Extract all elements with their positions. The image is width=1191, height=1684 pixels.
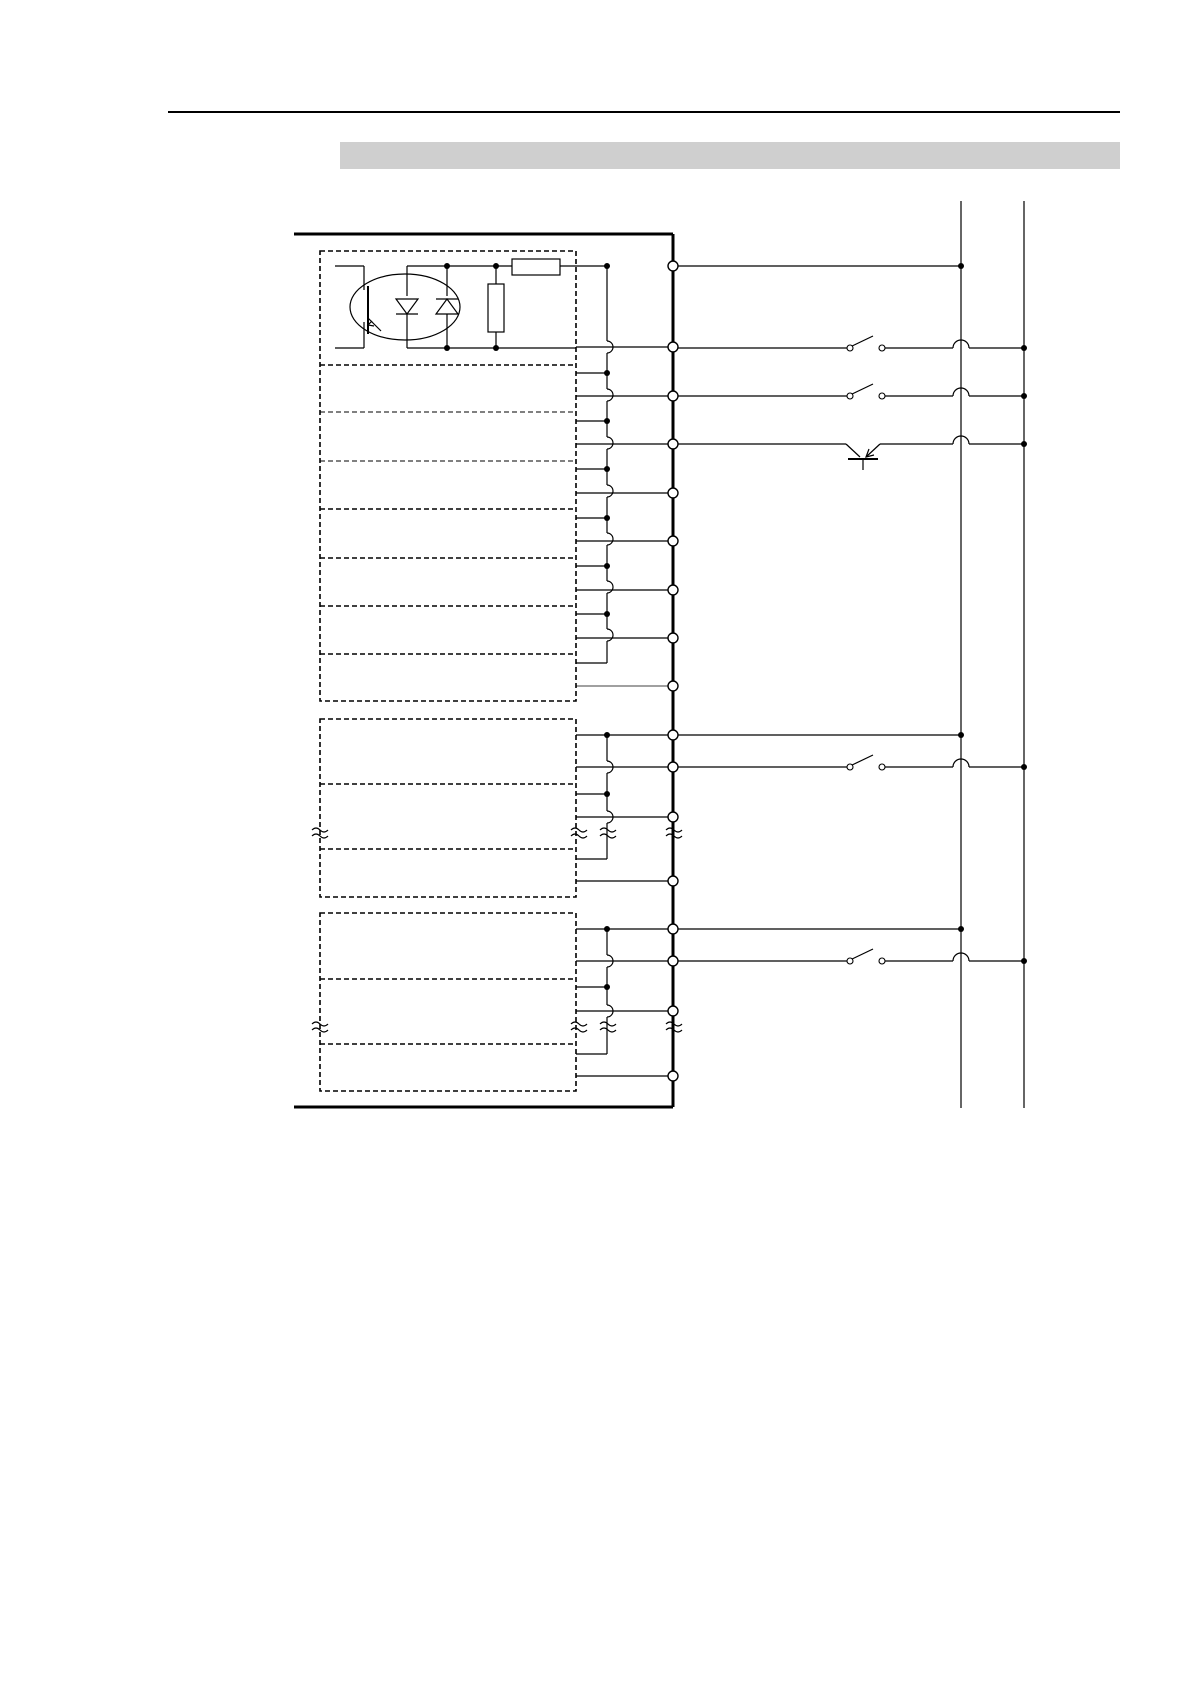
resistor-icon xyxy=(512,259,560,275)
photocoupler-outline xyxy=(350,274,460,340)
external-power-rails xyxy=(961,201,1024,1108)
phototransistor-icon xyxy=(335,266,381,348)
group-2-wiring xyxy=(576,732,673,881)
external-wiring xyxy=(673,263,1027,964)
switch-icon xyxy=(850,384,873,395)
group-2-circuit-blocks xyxy=(320,719,576,897)
group-3-circuit-blocks xyxy=(320,913,576,1091)
diode-icon xyxy=(436,299,458,348)
diode-icon xyxy=(396,299,418,348)
switch-icon xyxy=(850,336,873,347)
transistor-icon xyxy=(673,444,953,470)
break-marks xyxy=(312,828,682,1032)
switch-icon xyxy=(850,755,873,766)
resistor-icon xyxy=(488,266,504,348)
group-1-circuit-blocks xyxy=(320,251,576,701)
switch-icon xyxy=(850,949,873,960)
group-1-wiring xyxy=(576,263,673,686)
input-circuit-detail xyxy=(335,259,607,351)
group-3-wiring xyxy=(576,926,673,1076)
